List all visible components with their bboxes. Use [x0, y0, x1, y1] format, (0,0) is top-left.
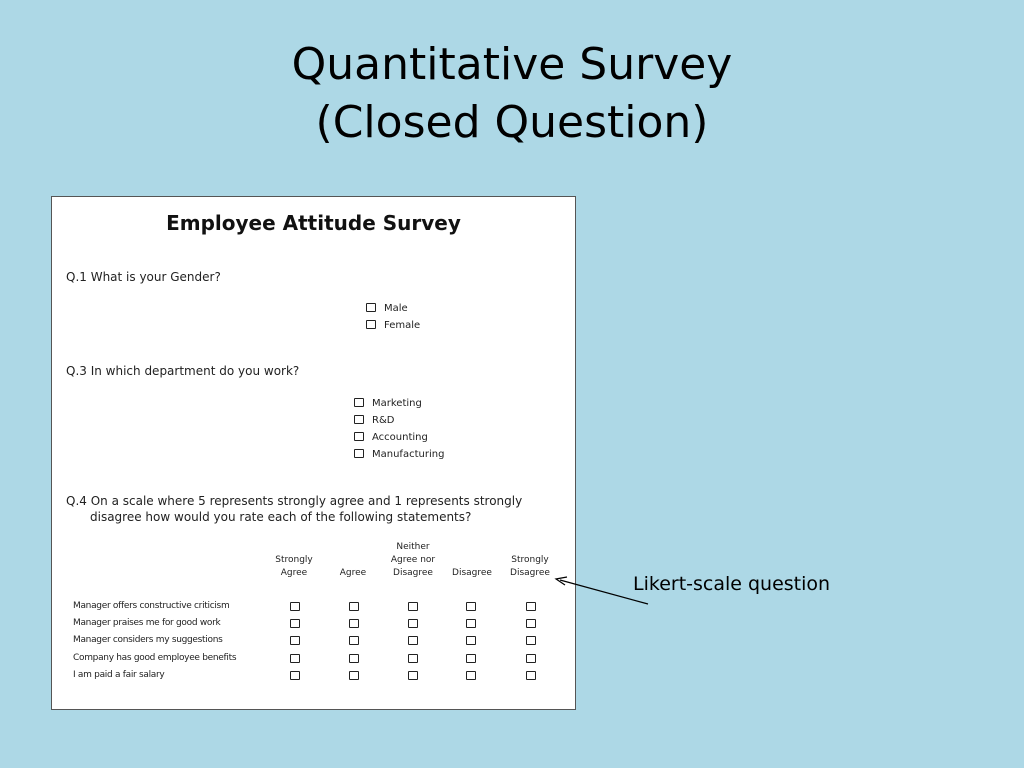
slide-title-line1: Quantitative Survey: [291, 39, 733, 90]
scale-header-disagree: Disagree: [452, 568, 492, 578]
scale-header-strongly-agree: Strongly Agree: [275, 555, 313, 578]
statement-row-label: Manager praises me for good work: [73, 618, 221, 628]
option-label: Male: [384, 303, 408, 314]
question-4-line2: disagree how would you rate each of the following statements?: [90, 510, 472, 524]
survey-title: Employee Attitude Survey: [166, 211, 461, 235]
scale-header-agree: Agree: [339, 568, 367, 578]
option-label: Marketing: [372, 398, 422, 409]
annotation-label: Likert-scale question: [633, 573, 831, 595]
question-3: Q.3 In which department do you work?: [66, 364, 300, 378]
question-4-line1: Q.4 On a scale where 5 represents strongly agree and 1 represents strongly: [66, 494, 523, 508]
statement-row-label: Company has good employee benefits: [73, 653, 237, 663]
option-label: Manufacturing: [372, 449, 445, 460]
question-1: Q.1 What is your Gender?: [66, 270, 221, 284]
statement-row-label: I am paid a fair salary: [73, 670, 165, 680]
option-label: R&D: [372, 415, 395, 426]
statement-row-label: Manager considers my suggestions: [73, 635, 223, 645]
option-label: Female: [384, 320, 421, 331]
slide-title-line2: (Closed Question): [315, 97, 709, 148]
statement-row-label: Manager offers constructive criticism: [73, 601, 230, 611]
option-label: Accounting: [372, 432, 428, 443]
scale-header-strongly-disagree: Strongly Disagree: [510, 555, 550, 578]
scale-header-neither: Neither Agree nor Disagree: [390, 542, 436, 578]
